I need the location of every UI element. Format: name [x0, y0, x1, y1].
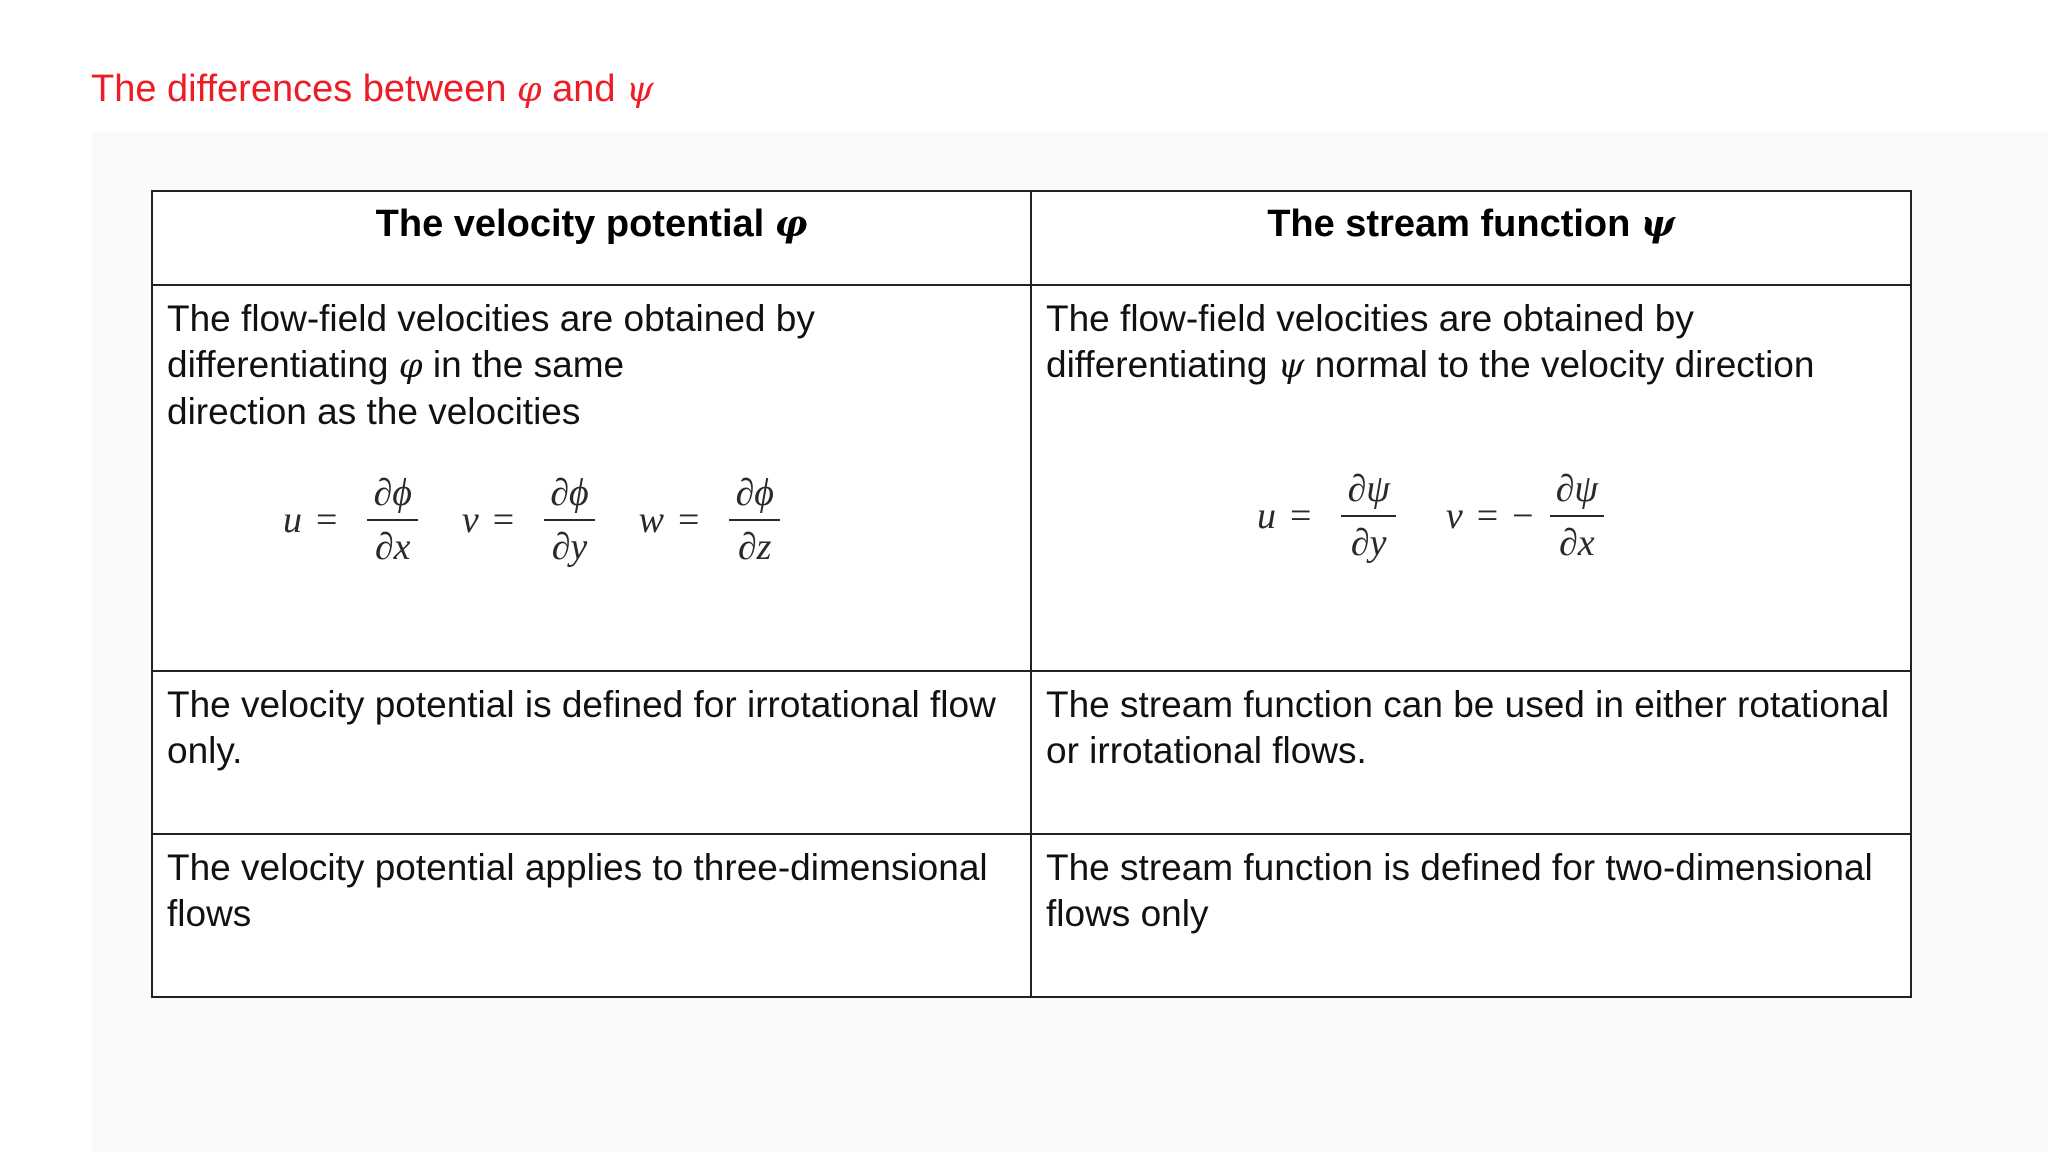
psi-line2-symbol: ψ	[1277, 346, 1305, 386]
header-left-label: The velocity potential	[375, 203, 775, 245]
eq-equals: =	[1476, 495, 1499, 537]
eq-equals: =	[1290, 495, 1312, 537]
header-phi-symbol: φ	[774, 203, 808, 245]
comparison-table	[151, 190, 1912, 998]
fraction	[729, 469, 779, 571]
eq-equals: =	[316, 499, 338, 541]
psi-velocities-text	[1032, 286, 1910, 389]
equation-v-phi	[462, 469, 595, 571]
fraction-bar	[1550, 515, 1604, 517]
table-header-row	[152, 191, 1911, 285]
cell-psi-rotational	[1031, 671, 1911, 834]
cell-phi-irrotational	[152, 671, 1031, 834]
fraction-bar	[367, 519, 417, 521]
header-stream-function	[1031, 191, 1911, 285]
fraction-denominator: ∂y	[551, 526, 588, 568]
cell-phi-dimensions	[152, 834, 1031, 997]
table-row-rotationality	[152, 671, 1911, 834]
fraction-denominator: ∂z	[737, 526, 772, 568]
phi-line2-symbol: φ	[398, 346, 423, 386]
eq-equals: =	[492, 499, 515, 541]
fraction	[1341, 465, 1395, 567]
title-psi-symbol: ψ	[626, 70, 654, 110]
header-right-label: The stream function	[1267, 203, 1641, 245]
eq-lhs: u	[1257, 495, 1276, 537]
fraction-bar	[729, 519, 779, 521]
fraction-numerator: ∂ϕ	[735, 472, 774, 514]
equation-v-psi	[1446, 465, 1604, 567]
psi-line2-post: normal to the velocity direction	[1304, 344, 1815, 385]
eq-lhs: u	[283, 499, 302, 541]
fraction	[367, 469, 417, 571]
slide-title	[91, 68, 654, 111]
fraction-bar	[544, 519, 594, 521]
psi-equations	[1257, 465, 1910, 567]
psi-rotational-text: The stream function can be used in either rotational or irrotational flows.	[1046, 684, 1890, 771]
psi-line1: The flow-field velocities are obtained by	[1046, 298, 1694, 339]
eq-equals: =	[678, 499, 700, 541]
title-prefix: The differences between	[91, 68, 518, 110]
psi-dimensions-text: The stream function is defined for two-dimensional flows only	[1046, 847, 1873, 934]
phi-line1: The flow-field velocities are obtained by	[167, 298, 815, 339]
phi-irrotational-text: The velocity potential is defined for irrotational flow only.	[167, 684, 996, 771]
phi-line2-pre: differentiating	[167, 344, 399, 385]
eq-lhs: v	[1445, 495, 1463, 537]
fraction-numerator: ∂ψ	[1347, 468, 1390, 510]
fraction-denominator: ∂y	[1350, 522, 1387, 564]
fraction-denominator: ∂x	[374, 526, 411, 568]
fraction	[1550, 465, 1604, 567]
equation-u-psi	[1257, 465, 1396, 567]
fraction-numerator: ∂ψ	[1555, 468, 1598, 510]
psi-line2-pre: differentiating	[1046, 344, 1278, 385]
phi-dimensions-text: The velocity potential applies to three-dimensional flows	[167, 847, 988, 934]
title-phi-symbol: φ	[517, 70, 542, 110]
phi-equations	[283, 469, 1030, 571]
eq-lhs: w	[638, 499, 665, 541]
header-psi-symbol: ψ	[1640, 203, 1675, 245]
cell-psi-dimensions	[1031, 834, 1911, 997]
fraction-numerator: ∂ϕ	[550, 472, 589, 514]
eq-lhs: v	[461, 499, 479, 541]
header-velocity-potential	[152, 191, 1031, 285]
table-row-velocities	[152, 285, 1911, 671]
phi-velocities-text	[153, 286, 1030, 435]
fraction-denominator: ∂x	[1558, 522, 1595, 564]
cell-psi-velocities	[1031, 285, 1911, 671]
equation-w-phi	[639, 469, 780, 571]
phi-line3: direction as the velocities	[167, 391, 581, 432]
fraction-bar	[1341, 515, 1395, 517]
title-conjunction: and	[541, 68, 627, 110]
eq-sign: −	[1512, 495, 1534, 537]
equation-u-phi	[283, 469, 418, 571]
fraction-numerator: ∂ϕ	[373, 472, 412, 514]
table-row-dimensionality	[152, 834, 1911, 997]
phi-line2-post: in the same	[422, 344, 625, 385]
cell-phi-velocities	[152, 285, 1031, 671]
fraction	[544, 469, 594, 571]
